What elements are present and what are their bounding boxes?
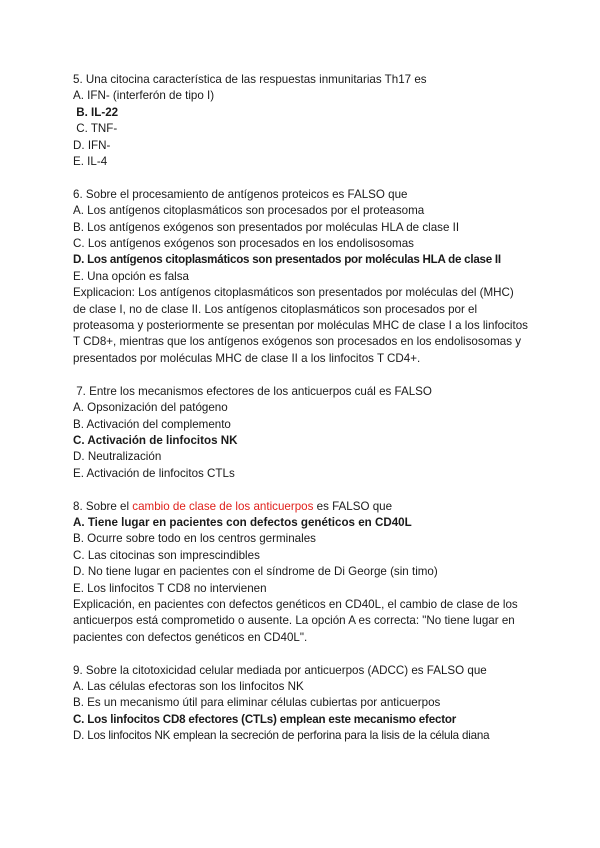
q9-option-b: B. Es un mecanismo útil para eliminar células cubiertas por anticuerpos xyxy=(73,696,441,710)
q8-option-e: E. Los linfocitos T CD8 no intervienen xyxy=(73,581,267,595)
q8-question-suffix: es FALSO que xyxy=(313,499,393,513)
q5-option-b: B. IL-22 xyxy=(73,105,119,119)
question-9 xyxy=(73,663,528,745)
question-9-text: 9. Sobre la citotoxicidad celular mediada por anticuerpos (ADCC) es FALSO que xyxy=(73,663,487,677)
q7-option-d: D. Neutralización xyxy=(73,450,162,464)
q6-option-c: C. Los antígenos exógenos son procesados en los endolisosomas xyxy=(73,237,414,251)
q8-option-a: A. Tiene lugar en pacientes con defectos genéticos en CD40L xyxy=(73,515,412,529)
question-8-text xyxy=(73,499,528,515)
q7-option-e: E. Activación de linfocitos CTLs xyxy=(73,466,235,480)
q5-option-c: C. TNF- xyxy=(73,122,118,136)
q7-option-a: A. Opsonización del patógeno xyxy=(73,401,228,415)
q8-option-d: D. No tiene lugar en pacientes con el síndrome de Di George (sin timo) xyxy=(73,565,438,579)
q6-option-d: D. Los antígenos citoplasmáticos son presentados por moléculas HLA de clase II xyxy=(73,253,501,267)
q9-option-d: D. Los linfocitos NK emplean la secreción de perforina para la lisis de la célula diana xyxy=(73,729,490,743)
q8-question-prefix: 8. Sobre el xyxy=(73,499,133,513)
q9-option-c: C. Los linfocitos CD8 efectores (CTLs) emplean este mecanismo efector xyxy=(73,712,457,726)
q9-option-a: A. Las células efectoras son los linfocitos NK xyxy=(73,679,304,693)
q7-option-c: C. Activación de linfocitos NK xyxy=(73,433,238,447)
q7-option-b: B. Activación del complemento xyxy=(73,417,231,431)
q6-option-e: E. Una opción es falsa xyxy=(73,269,190,283)
question-5-text: 5. Una citocina característica de las respuestas inmunitarias Th17 es xyxy=(73,73,427,86)
q6-explanation: Explicacion: Los antígenos citoplasmáticos son presentados por moléculas del (MHC) de clase I, no de clase II. Los antígenos citoplasmáticos son procesados por el proteasoma y posteriormente se presentan por moléculas MHC de clase I a los linfocitos T CD8+, mientras que los antígenos exógenos son procesados en los endolisosomas y presentados por moléculas MHC de clase II a los linfocitos T CD4+. xyxy=(73,286,528,365)
q6-option-b: B. Los antígenos exógenos son presentados por moléculas HLA de clase II xyxy=(73,220,460,234)
question-7-text: 7. Entre los mecanismos efectores de los anticuerpos cuál es FALSO xyxy=(73,384,432,398)
q8-option-b: B. Ocurre sobre todo en los centros germinales xyxy=(73,532,316,546)
q8-highlighted-phrase: cambio de clase de los anticuerpos xyxy=(132,499,314,513)
q8-option-c: C. Las citocinas son imprescindibles xyxy=(73,548,260,562)
question-8 xyxy=(73,499,528,647)
document-body xyxy=(73,72,528,745)
question-7 xyxy=(73,384,528,482)
question-5 xyxy=(73,72,528,170)
q6-option-a: A. Los antígenos citoplasmáticos son procesados por el proteasoma xyxy=(73,204,425,218)
q5-option-e: E. IL-4 xyxy=(73,155,108,169)
q5-option-d: D. IFN- xyxy=(73,138,111,152)
q8-explanation: Explicación, en pacientes con defectos genéticos en CD40L, el cambio de clase de los anticuerpos está comprometido o ausente. La opción A es correcta: "No tiene lugar en pacientes con defectos genéticos en CD40L". xyxy=(73,597,518,644)
question-6-text: 6. Sobre el procesamiento de antígenos proteicos es FALSO que xyxy=(73,187,408,201)
question-6 xyxy=(73,187,528,367)
q5-option-a: A. IFN- (interferón de tipo I) xyxy=(73,89,215,103)
